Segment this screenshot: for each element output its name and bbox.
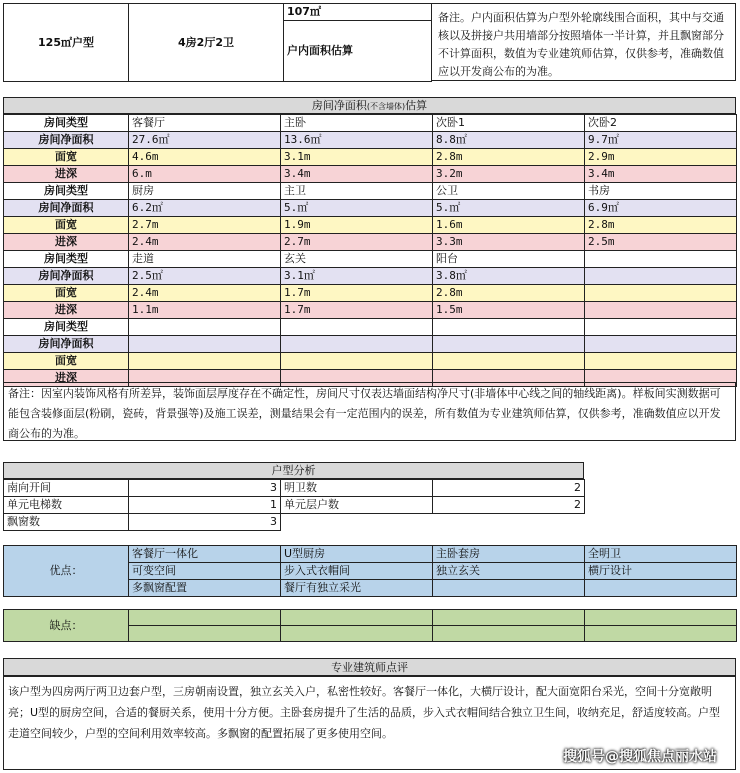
con-item xyxy=(129,626,281,642)
row-label: 房间类型 xyxy=(4,115,129,132)
room-cell: 1.9m xyxy=(281,217,433,234)
room-depth-row xyxy=(4,302,737,319)
row-label: 面宽 xyxy=(4,217,129,234)
room-cell: 3.8㎡ xyxy=(433,268,585,285)
room-depth-row xyxy=(4,234,737,251)
room-cell: 3.1㎡ xyxy=(281,268,433,285)
header-table xyxy=(3,3,432,82)
row-label: 面宽 xyxy=(4,353,129,370)
room-area-row xyxy=(4,268,737,285)
room-cell: 玄关 xyxy=(281,251,433,268)
analysis-label: 南向开间 xyxy=(4,480,129,497)
room-cell: 5.㎡ xyxy=(281,200,433,217)
pro-item: 可变空间 xyxy=(129,563,281,580)
room-cell: 3.1m xyxy=(281,149,433,166)
room-cell: 6.m xyxy=(129,166,281,183)
room-cell xyxy=(433,353,585,370)
room-cell xyxy=(585,353,737,370)
row-label: 房间净面积 xyxy=(4,336,129,353)
room-cell xyxy=(585,319,737,336)
row-label: 房间类型 xyxy=(4,183,129,200)
analysis-table xyxy=(3,479,585,531)
room-width-row xyxy=(4,285,737,302)
analysis-label: 单元电梯数 xyxy=(4,497,129,514)
room-cell: 2.7m xyxy=(281,234,433,251)
row-label: 面宽 xyxy=(4,285,129,302)
room-cell xyxy=(129,336,281,353)
room-cell xyxy=(585,268,737,285)
room-depth-row xyxy=(4,166,737,183)
room-cell xyxy=(585,285,737,302)
pro-item: U型厨房 xyxy=(281,546,433,563)
con-item xyxy=(433,626,585,642)
row-label: 进深 xyxy=(4,166,129,183)
room-cell: 4.6m xyxy=(129,149,281,166)
room-cell: 6.9㎡ xyxy=(585,200,737,217)
con-item xyxy=(281,610,433,626)
room-cell: 2.8m xyxy=(433,149,585,166)
room-cell: 次卧1 xyxy=(433,115,585,132)
pro-item: 主卧套房 xyxy=(433,546,585,563)
room-cell xyxy=(585,251,737,268)
pro-item: 独立玄关 xyxy=(433,563,585,580)
area-label: 户内面积估算 xyxy=(284,21,432,82)
analysis-label: 飘窗数 xyxy=(4,514,129,531)
row-label: 房间净面积 xyxy=(4,200,129,217)
room-cell xyxy=(433,336,585,353)
room-cell: 书房 xyxy=(585,183,737,200)
room-cell: 2.8m xyxy=(433,285,585,302)
room-type-row xyxy=(4,183,737,200)
room-cell xyxy=(129,353,281,370)
row-label: 进深 xyxy=(4,302,129,319)
pro-item: 客餐厅一体化 xyxy=(129,546,281,563)
room-cell xyxy=(585,336,737,353)
room-cell: 阳台 xyxy=(433,251,585,268)
pro-item: 全明卫 xyxy=(585,546,737,563)
room-cell: 厨房 xyxy=(129,183,281,200)
analysis-row xyxy=(4,480,585,497)
room-cell: 2.7m xyxy=(129,217,281,234)
analysis-value: 3 xyxy=(129,480,281,497)
room-type-row xyxy=(4,115,737,132)
room-cell: 公卫 xyxy=(433,183,585,200)
room-cell: 13.6㎡ xyxy=(281,132,433,149)
room-cell: 2.5m xyxy=(585,234,737,251)
room-cell xyxy=(129,319,281,336)
room-cell: 走道 xyxy=(129,251,281,268)
con-item xyxy=(281,626,433,642)
analysis-value: 1 xyxy=(129,497,281,514)
room-cell xyxy=(585,302,737,319)
room-cell: 1.5m xyxy=(433,302,585,319)
unit-type: 125㎡户型 xyxy=(4,4,129,82)
row-label: 面宽 xyxy=(4,149,129,166)
pros-label: 优点： xyxy=(4,546,129,597)
pro-item xyxy=(433,580,585,597)
con-item xyxy=(585,610,737,626)
area-value: 107㎡ xyxy=(284,4,432,21)
row-label: 房间净面积 xyxy=(4,132,129,149)
layout-type: 4房2厅2卫 xyxy=(129,4,284,82)
room-cell: 主卧 xyxy=(281,115,433,132)
room-cell: 主卫 xyxy=(281,183,433,200)
room-cell xyxy=(281,336,433,353)
con-item xyxy=(585,626,737,642)
review-text: 该户型为四房两厅两卫边套户型，三房朝南设置，独立玄关入户，私密性较好。客餐厅一体化，大横厅设计，配大面宽阳台采光，空间十分宽敞明亮；U型的厨房空间，合适的餐厨关系，使用十分方便。主卧套房提升了生活的品质，步入式衣帽间结合独立卫生间，收纳充足，舒适度较高。户型走道空间较少，户型的空间利用效率较高。多飘窗的配置拓展了更多使用空间。 xyxy=(3,676,736,770)
room-cell: 6.2㎡ xyxy=(129,200,281,217)
analysis-label xyxy=(281,514,433,531)
row-label: 房间类型 xyxy=(4,251,129,268)
room-width-row xyxy=(4,217,737,234)
room-area-row xyxy=(4,336,737,353)
room-cell: 2.5㎡ xyxy=(129,268,281,285)
row-label: 进深 xyxy=(4,234,129,251)
room-cell: 3.4m xyxy=(585,166,737,183)
room-section-title: 房间净面积(不含墙体)估算 xyxy=(3,97,736,114)
analysis-value: 3 xyxy=(129,514,281,531)
room-area-row xyxy=(4,200,737,217)
room-cell: 2.4m xyxy=(129,285,281,302)
pros-table xyxy=(3,545,737,597)
room-type-row xyxy=(4,319,737,336)
watermark: 搜狐号@搜狐焦点丽水站 xyxy=(563,749,717,765)
analysis-value: 2 xyxy=(433,480,585,497)
analysis-value: 2 xyxy=(433,497,585,514)
room-cell: 2.4m xyxy=(129,234,281,251)
analysis-label: 明卫数 xyxy=(281,480,433,497)
analysis-value xyxy=(433,514,585,531)
room-cell: 2.8m xyxy=(585,217,737,234)
analysis-title: 户型分析 xyxy=(3,462,584,479)
pro-item xyxy=(585,580,737,597)
cons-label: 缺点： xyxy=(4,610,129,642)
room-cell: 27.6㎡ xyxy=(129,132,281,149)
room-area-row xyxy=(4,132,737,149)
room-cell: 1.1m xyxy=(129,302,281,319)
cons-table xyxy=(3,609,737,642)
room-type-row xyxy=(4,251,737,268)
room-width-row xyxy=(4,149,737,166)
row-label: 房间净面积 xyxy=(4,268,129,285)
pro-item: 步入式衣帽间 xyxy=(281,563,433,580)
room-cell: 3.2m xyxy=(433,166,585,183)
room-table xyxy=(3,114,737,387)
room-note: 备注：因室内装饰风格有所差异，装饰面层厚度存在不确定性，房间尺寸仅表达墙面结构净尺寸(非墙体中心线之间的轴线距离)。样板间实测数据可能包含装修面层(粉刷，瓷砖，背景强等)及施工误差，测量结果会有一定范围内的误差，所有数值为专业建筑师估算，仅供参考，准确数值应以开发商公布的为准。 xyxy=(3,382,736,441)
pro-item: 横厅设计 xyxy=(585,563,737,580)
row-label: 房间类型 xyxy=(4,319,129,336)
con-item xyxy=(433,610,585,626)
room-cell: 3.3m xyxy=(433,234,585,251)
pro-item: 多飘窗配置 xyxy=(129,580,281,597)
room-width-row xyxy=(4,353,737,370)
room-cell xyxy=(281,319,433,336)
room-cell: 1.6m xyxy=(433,217,585,234)
room-cell: 客餐厅 xyxy=(129,115,281,132)
room-cell: 8.8㎡ xyxy=(433,132,585,149)
con-item xyxy=(129,610,281,626)
pro-item: 餐厅有独立采光 xyxy=(281,580,433,597)
room-cell xyxy=(281,353,433,370)
room-cell: 9.7㎡ xyxy=(585,132,737,149)
header-note: 备注。户内面积估算为户型外轮廓线围合面积，其中与交通核以及拼接户共用墙部分按照墙体一半计算，并且飘窗部分不计算面积，数值为专业建筑师估算，仅供参考，准确数值应以开发商公布的为准。 xyxy=(431,3,736,81)
room-cell: 次卧2 xyxy=(585,115,737,132)
room-cell: 1.7m xyxy=(281,285,433,302)
room-cell: 5.㎡ xyxy=(433,200,585,217)
room-cell: 3.4m xyxy=(281,166,433,183)
room-cell: 2.9m xyxy=(585,149,737,166)
room-cell: 1.7m xyxy=(281,302,433,319)
analysis-label: 单元层户数 xyxy=(281,497,433,514)
analysis-row xyxy=(4,497,585,514)
row-label: 进深 xyxy=(4,370,129,387)
review-title: 专业建筑师点评 xyxy=(3,658,736,676)
analysis-row xyxy=(4,514,585,531)
room-cell xyxy=(433,319,585,336)
